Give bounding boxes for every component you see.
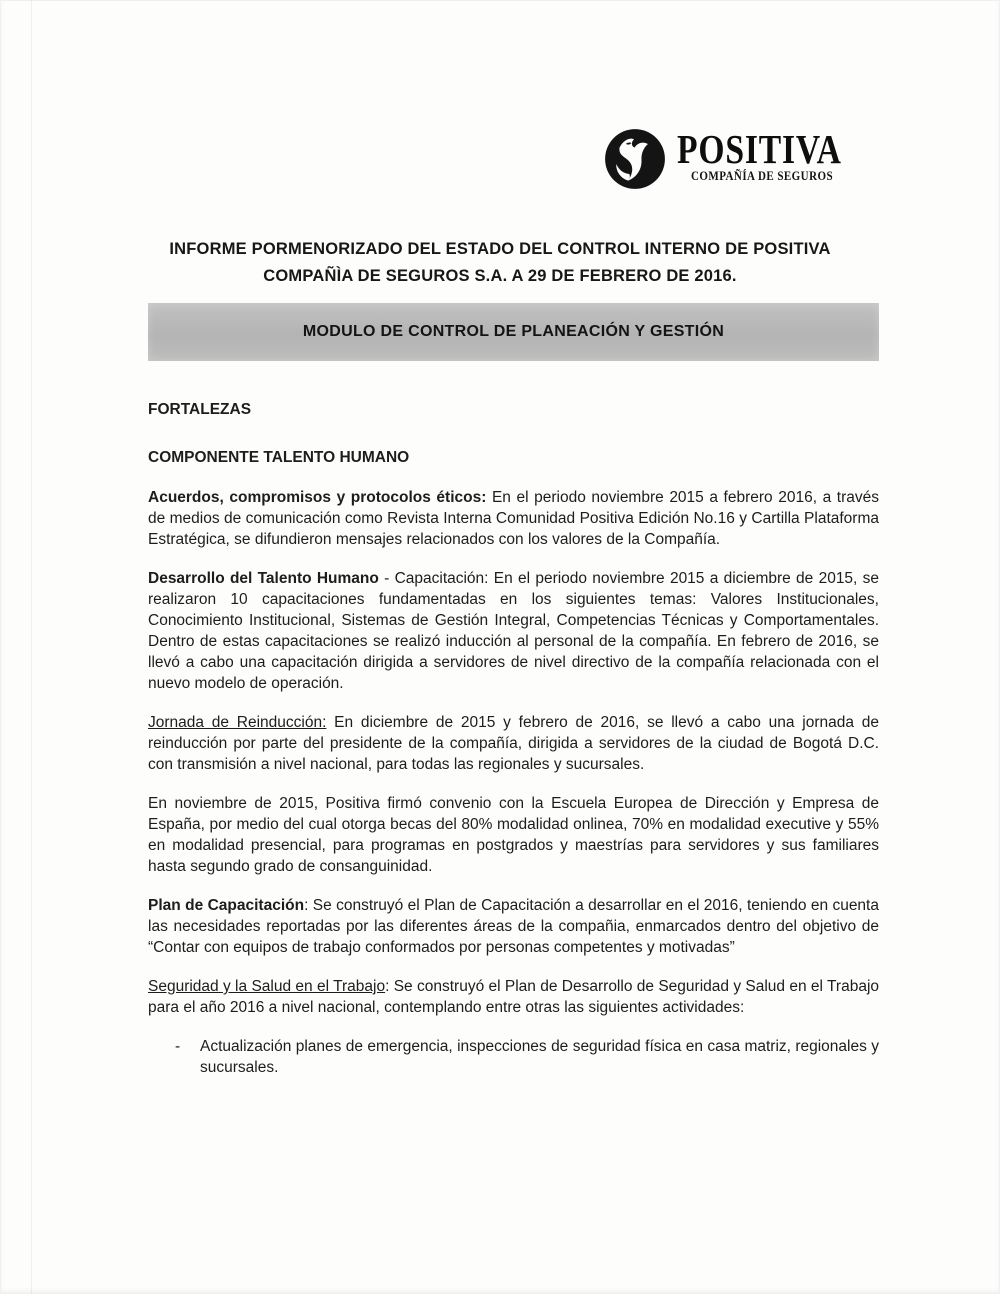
document-body bbox=[148, 399, 879, 1096]
paragraph-body: En noviembre de 2015, Positiva firmó convenio con la Escuela Europea de Dirección y Empresa de España, por medio del cual otorga becas del 80% modalidad onlinea, 70% en modalidad executive y 55% en modalidad presencial, para programas en postgrados y maestrías para servidores y sus familiares hasta segundo grado de consanguinidad. bbox=[148, 795, 879, 875]
list-item bbox=[148, 1036, 879, 1078]
list-item-text: Actualización planes de emergencia, inspecciones de seguridad física en casa matriz, regionales y sucursales. bbox=[200, 1038, 879, 1076]
document-title bbox=[110, 236, 890, 290]
activities-list bbox=[148, 1036, 879, 1078]
paragraph-lead: Desarrollo del Talento Humano bbox=[148, 570, 379, 587]
logo-wordmark bbox=[677, 126, 878, 183]
paragraph-body: - Capacitación: En el periodo noviembre 2015 a diciembre de 2015, se realizaron 10 capacitaciones fundamentadas en los siguientes temas: Valores Institucionales, Conocimiento Institucional, Sistemas de Gestión Integral, Competencias Técnicas y Comportamentales. Dentro de estas capacitaciones se realizó inducción al personal de la compañía. En febrero de 2016, se llevó a cabo una capacitación dirigida a servidores de nivel directivo de la compañía relacionada con el nuevo modelo de operación. bbox=[148, 570, 880, 692]
paragraph-plan-capacitacion bbox=[148, 895, 879, 958]
paragraph-body: En diciembre de 2015 y febrero de 2016, se llevó a cabo una jornada de reinducción por parte del presidente de la compañía, dirigida a servidores de la ciudad de Bogotá D.C. con transmisión a nivel nacional, para todas las regionales y sucursales. bbox=[148, 714, 879, 773]
positiva-condor-swirl-icon bbox=[602, 126, 668, 192]
section-banner-text: MODULO DE CONTROL DE PLANEACIÓN Y GESTIÓN bbox=[302, 323, 725, 340]
paragraph-lead: Jornada de Reinducción: bbox=[148, 714, 327, 731]
heading-componente-talento-humano: COMPONENTE TALENTO HUMANO bbox=[148, 449, 410, 466]
paragraph-convenio-escuela-europea bbox=[148, 793, 879, 877]
paragraph-lead: Acuerdos, compromisos y protocolos éticos: bbox=[148, 489, 487, 506]
section-banner bbox=[148, 303, 879, 361]
paragraph-jornada-reinduccion bbox=[148, 712, 879, 775]
paragraph-lead: Plan de Capacitación bbox=[148, 897, 305, 914]
list-item-marker: - bbox=[175, 1038, 181, 1055]
paragraph-desarrollo-talento-humano bbox=[148, 568, 879, 694]
paragraph-acuerdos-compromisos bbox=[148, 487, 879, 550]
paragraph-seguridad-salud-trabajo bbox=[148, 976, 879, 1018]
document-title-line2: COMPAÑÌA DE SEGUROS S.A. A 29 DE FEBRERO DE 2016. bbox=[263, 267, 737, 285]
scan-artifact-line bbox=[31, 0, 32, 1294]
logo-brand-text: POSITIVA bbox=[677, 126, 842, 172]
positiva-logo bbox=[602, 126, 878, 192]
document-title-line1: INFORME PORMENORIZADO DEL ESTADO DEL CONTROL INTERNO DE POSITIVA bbox=[169, 240, 831, 258]
paragraph-body: En el periodo noviembre 2015 a febrero 2016, a través de medios de comunicación como Revista Interna Comunidad Positiva Edición No.16 y Cartilla Plataforma Estratégica, se difundieron mensajes relacionados con los valores de la Compañía. bbox=[148, 489, 879, 548]
heading-fortalezas: FORTALEZAS bbox=[148, 401, 252, 418]
paragraph-body: : Se construyó el Plan de Capacitación a desarrollar en el 2016, teniendo en cuenta las necesidades reportadas por las diferentes áreas de la compañia, enmarcados dentro del objetivo de “Contar con equipos de trabajo conformados por personas competentes y motivadas” bbox=[148, 897, 879, 956]
paragraph-body: : Se construyó el Plan de Desarrollo de Seguridad y Salud en el Trabajo para el año 2016 a nivel nacional, contemplando entre otras las siguientes actividades: bbox=[148, 978, 880, 1016]
logo-tagline-text: COMPAÑÍA DE SEGUROS bbox=[691, 169, 834, 183]
paragraph-lead: Seguridad y la Salud en el Trabajo bbox=[148, 978, 386, 995]
